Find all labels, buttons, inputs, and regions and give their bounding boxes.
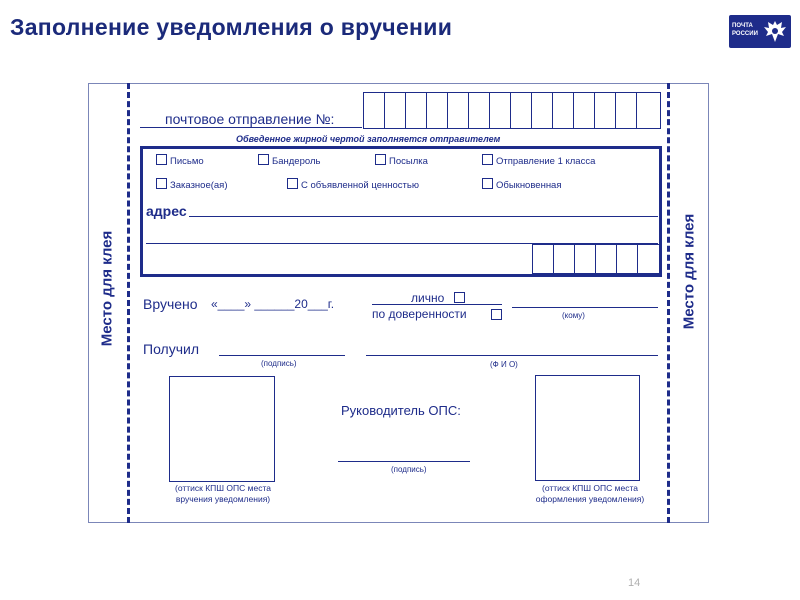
postal-item-label: почтовое отправление №: — [165, 111, 335, 127]
stamp-box-issuing — [535, 375, 640, 481]
received-label: Получил — [143, 341, 199, 357]
received-name-line[interactable] — [366, 355, 658, 356]
right-glue-label: Место для клея — [680, 213, 698, 330]
checkbox-package[interactable]: Посылка — [375, 154, 428, 167]
checkbox-by-proxy[interactable] — [491, 309, 505, 322]
checkbox-ordinary[interactable]: Обыкновенная — [482, 178, 562, 191]
stamp-box-delivery — [169, 376, 275, 482]
head-of-office-label: Руководитель ОПС: — [341, 403, 461, 418]
right-glue-dashed-line — [667, 83, 670, 523]
delivery-date-field[interactable]: «____» ______20___г. — [211, 297, 335, 311]
logo-line2: РОССИИ — [732, 31, 758, 37]
address-label: адрес — [146, 203, 187, 219]
by-proxy-label: по доверенности — [372, 307, 467, 321]
left-glue-label: Место для клея — [98, 230, 116, 347]
postal-item-underline — [140, 127, 362, 128]
stamp-caption-delivery: (оттиск КПШ ОПС места вручения уведомления) — [174, 483, 271, 504]
pochta-rossii-logo — [729, 15, 791, 48]
checkbox-parcel-post[interactable]: Бандероль — [258, 154, 320, 167]
to-whom-line[interactable] — [512, 307, 658, 308]
page-number: 14 — [628, 577, 641, 589]
checkbox-letter[interactable]: Письмо — [156, 154, 204, 167]
head-signature-caption: (подпись) — [391, 465, 427, 474]
checkbox-first-class[interactable]: Отправление 1 класса — [482, 154, 595, 167]
address-line-1[interactable] — [189, 216, 658, 217]
personally-label: лично — [411, 291, 445, 305]
sender-note: Обведенное жирной чертой заполняется отправителем — [236, 134, 501, 144]
received-name-caption: (Ф И О) — [490, 360, 518, 369]
to-whom-caption: (кому) — [562, 311, 585, 320]
slide-title: Заполнение уведомления о вручении — [10, 14, 453, 40]
delivered-label: Вручено — [143, 296, 198, 312]
checkbox-declared-value[interactable]: С объявленной ценностью — [287, 178, 419, 191]
stamp-caption-issuing: (оттиск КПШ ОПС места оформления уведомления) — [535, 483, 645, 504]
received-signature-line[interactable] — [219, 355, 345, 356]
left-glue-dashed-line — [127, 83, 130, 523]
logo-line1: ПОЧТА — [732, 23, 753, 29]
eagle-emblem-icon — [762, 18, 788, 45]
received-signature-caption: (подпись) — [261, 359, 297, 368]
postal-number-cells — [363, 92, 661, 129]
checkbox-registered[interactable]: Заказное(ая) — [156, 178, 228, 191]
postcode-cells[interactable] — [532, 244, 660, 274]
personally-underline — [372, 304, 502, 305]
head-signature-line[interactable] — [338, 461, 470, 462]
